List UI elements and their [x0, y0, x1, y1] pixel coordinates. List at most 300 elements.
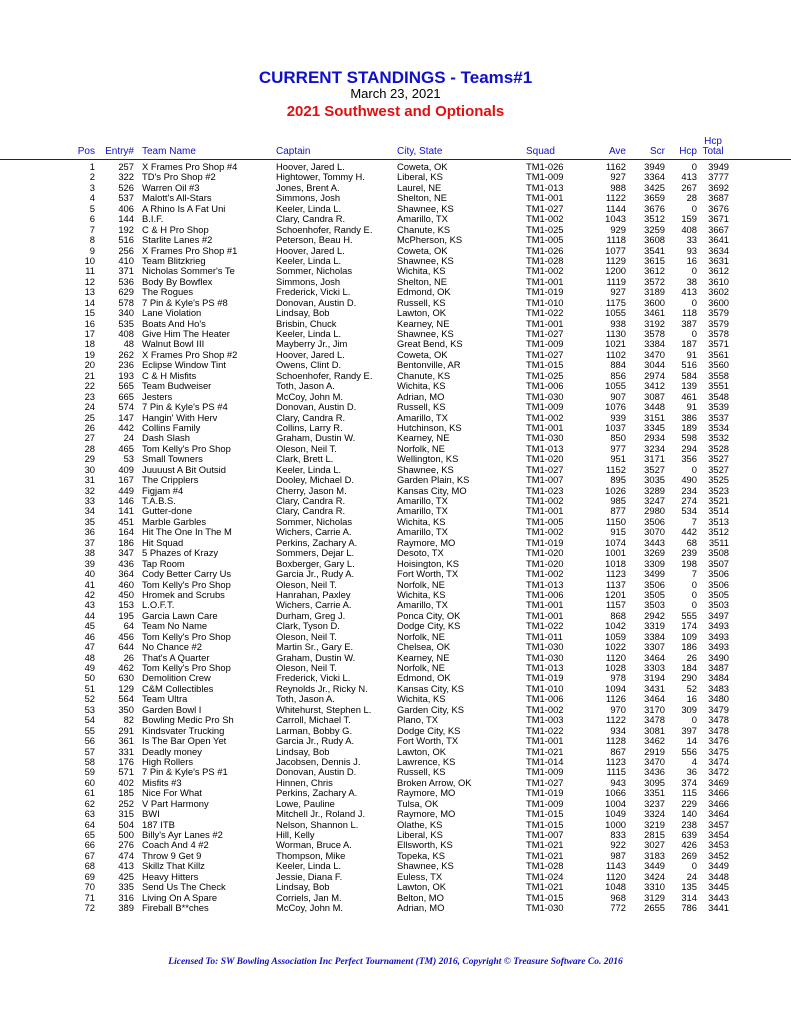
- scr-cell: 3324: [644, 808, 665, 820]
- city-state-cell: Amarillo, TX: [397, 214, 448, 225]
- pos-cell: 55: [84, 724, 95, 736]
- hcp-cell: 26: [686, 651, 697, 663]
- table-row: [0, 705, 791, 715]
- team-name-cell: Give Him The Heater: [142, 329, 230, 339]
- entry-cell: 500: [118, 829, 134, 840]
- squad-cell: TM1-025: [526, 369, 564, 381]
- city-state-cell: Shelton, NE: [397, 276, 448, 287]
- captain-cell: Oleson, Neil T.: [276, 663, 337, 673]
- hcp-cell: 0: [691, 578, 697, 590]
- scr-cell: 3070: [644, 526, 665, 538]
- squad-cell: TM1-001: [526, 505, 564, 517]
- pos-cell: 72: [84, 902, 95, 914]
- city-state-cell: Garden Plain, KS: [397, 475, 470, 486]
- col-hcp-total: [696, 137, 730, 157]
- squad-cell: TM1-009: [526, 338, 564, 350]
- pos-cell: 20: [84, 359, 95, 371]
- captain-cell: Wichers, Carrie A.: [276, 600, 352, 611]
- entry-cell: 460: [118, 578, 134, 590]
- squad-cell: TM1-002: [526, 495, 564, 506]
- hcp-cell: 135: [681, 881, 697, 893]
- pos-cell: 54: [84, 714, 95, 726]
- scr-cell: 3949: [644, 161, 665, 172]
- team-name-cell: Team Blitzkrieg: [142, 255, 206, 266]
- hcp-total-cell: 3503: [708, 599, 729, 611]
- entry-cell: 389: [118, 902, 134, 914]
- captain-cell: Garcia Jr., Rudy A.: [276, 736, 355, 747]
- city-state-cell: Amarillo, TX: [397, 600, 448, 611]
- col-team-name: Team Name: [142, 146, 196, 157]
- scr-cell: 3612: [644, 265, 665, 277]
- pos-cell: 51: [84, 682, 95, 694]
- squad-cell: TM1-009: [526, 797, 564, 809]
- hcp-cell: 413: [681, 171, 697, 183]
- pos-cell: 40: [84, 568, 95, 580]
- hcp-cell: 0: [691, 202, 697, 214]
- ave-cell: 1022: [605, 641, 626, 653]
- scr-cell: 3572: [644, 275, 665, 287]
- hcp-total-cell: 3527: [708, 453, 729, 465]
- captain-cell: Worman, Bruce A.: [276, 840, 352, 851]
- captain-cell: Dooley, Michael D.: [276, 475, 354, 486]
- scr-cell: 3461: [644, 307, 665, 319]
- entry-cell: 26: [123, 651, 134, 663]
- ave-cell: 1066: [605, 787, 626, 799]
- ave-cell: 1120: [605, 651, 626, 663]
- city-state-cell: Ellsworth, KS: [397, 840, 453, 851]
- pos-cell: 33: [84, 495, 95, 506]
- scr-cell: 3436: [644, 766, 665, 778]
- captain-cell: Hoover, Jared L.: [276, 162, 345, 172]
- captain-cell: Donovan, Austin D.: [276, 297, 357, 308]
- pos-cell: 49: [84, 662, 95, 673]
- hcp-cell: 238: [681, 818, 697, 830]
- scr-cell: 3237: [644, 797, 665, 809]
- entry-cell: 129: [118, 682, 134, 694]
- city-state-cell: Lawton, OK: [397, 308, 446, 319]
- squad-cell: TM1-013: [526, 578, 564, 590]
- scr-cell: 3303: [644, 662, 665, 673]
- hcp-cell: 356: [681, 453, 697, 465]
- hcp-cell: 36: [686, 766, 697, 778]
- ave-cell: 927: [610, 286, 626, 298]
- team-name-cell: Gutter-done: [142, 506, 193, 517]
- entry-cell: 193: [118, 369, 134, 381]
- entry-cell: 535: [118, 317, 134, 329]
- ave-cell: 1150: [605, 515, 626, 527]
- city-state-cell: Raymore, MO: [397, 788, 456, 799]
- pos-cell: 39: [84, 557, 95, 569]
- ave-cell: 922: [610, 839, 626, 851]
- table-row: [0, 611, 791, 621]
- squad-cell: TM1-015: [526, 808, 564, 820]
- team-name-cell: Hit The One In The M: [142, 527, 232, 538]
- squad-cell: TM1-027: [526, 463, 564, 475]
- hcp-cell: 490: [681, 474, 697, 486]
- entry-cell: 408: [118, 328, 134, 339]
- team-name-cell: Hangin' With Herv: [142, 412, 218, 423]
- entry-cell: 451: [118, 515, 134, 527]
- city-state-cell: Dodge City, KS: [397, 725, 461, 736]
- captain-cell: Keeler, Linda L.: [276, 861, 342, 872]
- city-state-cell: Coweta, OK: [397, 349, 448, 360]
- hcp-total-cell: 3676: [708, 202, 729, 214]
- hcp-total-cell: 3493: [708, 620, 729, 632]
- team-name-cell: Team No Name: [142, 621, 208, 632]
- squad-cell: TM1-009: [526, 401, 564, 413]
- ave-cell: 1143: [605, 860, 626, 872]
- hcp-cell: 598: [681, 432, 697, 444]
- pos-cell: 68: [84, 860, 95, 872]
- ave-cell: 1123: [605, 755, 626, 767]
- ave-cell: 988: [610, 181, 626, 193]
- hcp-total-cell: 3539: [708, 401, 729, 413]
- ave-cell: 968: [610, 891, 626, 903]
- squad-cell: TM1-001: [526, 735, 564, 747]
- city-state-cell: Wichita, KS: [397, 516, 446, 527]
- ave-cell: 772: [610, 902, 626, 914]
- scr-cell: 3505: [644, 588, 665, 600]
- hcp-total-cell: 3443: [708, 891, 729, 903]
- captain-cell: Sommers, Dejar L.: [276, 548, 355, 559]
- license-footer: Licensed To: SW Bowling Association Inc Perfect Tournament (TM) 2016, Copyright © Treasure Software Co. 2016: [168, 957, 623, 967]
- captain-cell: Nelson, Shannon L.: [276, 819, 359, 830]
- ave-cell: 934: [610, 724, 626, 736]
- ave-cell: 907: [610, 390, 626, 402]
- captain-cell: Hanrahan, Paxley: [276, 589, 351, 600]
- col-ave: Ave: [608, 146, 626, 157]
- captain-cell: Hightower, Tommy H.: [276, 172, 365, 183]
- ave-cell: 1018: [605, 557, 626, 569]
- squad-cell: TM1-020: [526, 557, 564, 569]
- scr-cell: 3578: [644, 328, 665, 339]
- entry-cell: 48: [123, 338, 134, 350]
- captain-cell: Clark, Tyson D.: [276, 621, 340, 632]
- ave-cell: 1152: [605, 463, 626, 475]
- squad-cell: TM1-015: [526, 891, 564, 903]
- pos-cell: 6: [89, 213, 95, 225]
- city-state-cell: Hutchinson, KS: [397, 422, 462, 433]
- hcp-cell: 639: [681, 829, 697, 840]
- squad-cell: TM1-001: [526, 317, 564, 329]
- team-name-cell: Tom Kelly's Pro Shop: [142, 663, 231, 673]
- team-name-cell: 187 ITB: [142, 819, 175, 830]
- table-row: [0, 642, 791, 652]
- city-state-cell: Belton, MO: [397, 892, 444, 903]
- scr-cell: 3600: [644, 296, 665, 308]
- squad-cell: TM1-002: [526, 568, 564, 580]
- entry-cell: 409: [118, 463, 134, 475]
- hcp-total-cell: 3487: [708, 662, 729, 673]
- hcp-total-cell: 3560: [708, 359, 729, 371]
- hcp-cell: 314: [681, 891, 697, 903]
- city-state-cell: Amarillo, TX: [397, 412, 448, 423]
- squad-cell: TM1-002: [526, 703, 564, 715]
- squad-cell: TM1-002: [526, 265, 564, 277]
- squad-cell: TM1-021: [526, 849, 564, 861]
- pos-cell: 52: [84, 693, 95, 705]
- city-state-cell: Fort Worth, TX: [397, 736, 459, 747]
- ave-cell: 929: [610, 223, 626, 235]
- hcp-cell: 0: [691, 599, 697, 611]
- entry-cell: 516: [118, 234, 134, 246]
- ave-cell: 1102: [605, 348, 626, 360]
- pos-cell: 18: [84, 338, 95, 350]
- hcp-cell: 14: [686, 735, 697, 747]
- table-row: [0, 569, 791, 579]
- captain-cell: Sommer, Nicholas: [276, 516, 353, 527]
- team-name-cell: C&M Collectibles: [142, 683, 214, 694]
- pos-cell: 32: [84, 484, 95, 496]
- entry-cell: 526: [118, 181, 134, 193]
- city-state-cell: Chanute, KS: [397, 224, 451, 235]
- pos-cell: 4: [89, 192, 95, 204]
- hcp-cell: 269: [681, 849, 697, 861]
- squad-cell: TM1-023: [526, 484, 564, 496]
- entry-cell: 147: [118, 411, 134, 423]
- hcp-total-cell: 3634: [708, 244, 729, 256]
- team-name-cell: Eclipse Window Tint: [142, 360, 226, 371]
- city-state-cell: Amarillo, TX: [397, 506, 448, 517]
- ave-cell: 856: [610, 369, 626, 381]
- hcp-total-cell: 3507: [708, 557, 729, 569]
- city-state-cell: Kearney, NE: [397, 652, 450, 663]
- team-name-cell: 7 Pin & Kyle's PS #8: [142, 297, 228, 308]
- ave-cell: 987: [610, 849, 626, 861]
- entry-cell: 436: [118, 557, 134, 569]
- team-name-cell: Demolition Crew: [142, 673, 211, 684]
- team-name-cell: BWI: [142, 809, 160, 820]
- entry-cell: 144: [118, 213, 134, 225]
- table-row: [0, 402, 791, 412]
- ave-cell: 1077: [605, 244, 626, 256]
- city-state-cell: Kearney, NE: [397, 318, 450, 329]
- team-name-cell: No Chance #2: [142, 642, 202, 653]
- pos-cell: 66: [84, 839, 95, 851]
- squad-cell: TM1-010: [526, 296, 564, 308]
- team-name-cell: High Rollers: [142, 756, 194, 767]
- entry-cell: 146: [118, 495, 134, 506]
- captain-cell: Hoover, Jared L.: [276, 245, 345, 256]
- hcp-cell: 38: [686, 275, 697, 287]
- ave-cell: 985: [610, 495, 626, 506]
- city-state-cell: Wichita, KS: [397, 694, 446, 705]
- scr-cell: 3129: [644, 891, 665, 903]
- hcp-cell: 91: [686, 401, 697, 413]
- team-name-cell: Misfits #3: [142, 777, 182, 788]
- entry-cell: 335: [118, 881, 134, 893]
- team-name-cell: Deadly money: [142, 746, 202, 757]
- scr-cell: 3307: [644, 641, 665, 653]
- hcp-cell: 198: [681, 557, 697, 569]
- captain-cell: Martin Sr., Gary E.: [276, 642, 354, 653]
- pos-cell: 31: [84, 474, 95, 486]
- pos-cell: 43: [84, 599, 95, 611]
- scr-cell: 3035: [644, 474, 665, 486]
- entry-cell: 574: [118, 401, 134, 413]
- scr-cell: 3464: [644, 651, 665, 663]
- squad-cell: TM1-009: [526, 766, 564, 778]
- city-state-cell: Plano, TX: [397, 715, 438, 726]
- squad-cell: TM1-022: [526, 620, 564, 632]
- scr-cell: 3170: [644, 703, 665, 715]
- entry-cell: 322: [118, 171, 134, 183]
- ave-cell: 1076: [605, 401, 626, 413]
- hcp-total-cell: 3949: [708, 161, 729, 172]
- hcp-cell: 174: [681, 620, 697, 632]
- team-name-cell: TD's Pro Shop #2: [142, 172, 216, 183]
- squad-cell: TM1-013: [526, 442, 564, 454]
- captain-cell: Reynolds Jr., Ricky N.: [276, 683, 368, 694]
- hcp-total-cell: 3600: [708, 296, 729, 308]
- entry-cell: 186: [118, 536, 134, 548]
- scr-cell: 3503: [644, 599, 665, 611]
- captain-cell: Toth, Jason A.: [276, 694, 335, 705]
- hcp-cell: 184: [681, 662, 697, 673]
- hcp-cell: 274: [681, 495, 697, 506]
- hcp-total-cell: 3506: [708, 568, 729, 580]
- hcp-total-cell: 3478: [708, 714, 729, 726]
- scr-cell: 3289: [644, 484, 665, 496]
- hcp-cell: 555: [681, 609, 697, 621]
- squad-cell: TM1-019: [526, 787, 564, 799]
- squad-cell: TM1-010: [526, 682, 564, 694]
- hcp-cell: 0: [691, 860, 697, 872]
- hcp-cell: 16: [686, 693, 697, 705]
- captain-cell: Peterson, Beau H.: [276, 235, 353, 246]
- hcp-cell: 294: [681, 442, 697, 454]
- team-name-cell: X Frames Pro Shop #2: [142, 349, 238, 360]
- team-name-cell: Bowling Medic Pro Sh: [142, 715, 234, 726]
- ave-cell: 1043: [605, 213, 626, 225]
- hcp-total-cell: 3641: [708, 234, 729, 246]
- hcp-cell: 115: [682, 787, 697, 799]
- table-row: [0, 444, 791, 454]
- hcp-total-cell: 3506: [708, 578, 729, 590]
- hcp-cell: 93: [686, 244, 697, 256]
- scr-cell: 3189: [644, 286, 665, 298]
- scr-cell: 3151: [644, 411, 665, 423]
- hcp-cell: 0: [691, 265, 697, 277]
- captain-cell: Schoenhofer, Randy E.: [276, 370, 373, 381]
- captain-cell: Owens, Clint D.: [276, 360, 342, 371]
- pos-cell: 44: [84, 609, 95, 621]
- pos-cell: 48: [84, 651, 95, 663]
- hcp-total-cell: 3448: [708, 870, 729, 882]
- city-state-cell: Norfolk, NE: [397, 631, 445, 642]
- hcp-cell: 516: [681, 359, 697, 371]
- city-state-cell: Shawnee, KS: [397, 329, 454, 339]
- hcp-total-cell: 3497: [708, 609, 729, 621]
- hcp-cell: 0: [691, 463, 697, 475]
- hcp-total-cell: 3534: [708, 421, 729, 433]
- hcp-cell: 461: [681, 390, 697, 402]
- captain-cell: Brisbin, Chuck: [276, 318, 337, 329]
- hcp-cell: 442: [681, 526, 697, 538]
- scr-cell: 3310: [644, 881, 665, 893]
- scr-cell: 3027: [644, 839, 665, 851]
- squad-cell: TM1-002: [526, 213, 564, 225]
- squad-cell: TM1-030: [526, 651, 564, 663]
- captain-cell: Toth, Jason A.: [276, 381, 335, 392]
- pos-cell: 46: [84, 630, 95, 642]
- captain-cell: Mayberry Jr., Jim: [276, 339, 348, 350]
- scr-cell: 3541: [644, 244, 665, 256]
- hcp-total-cell: 3525: [708, 474, 729, 486]
- table-row: [0, 809, 791, 819]
- hcp-total-cell: 3505: [708, 588, 729, 600]
- team-name-cell: The Cripplers: [142, 475, 199, 486]
- scr-cell: 3470: [644, 755, 665, 767]
- entry-cell: 262: [118, 348, 134, 360]
- hcp-cell: 7: [691, 515, 697, 527]
- team-name-cell: Garden Bowl I: [142, 704, 202, 715]
- ave-cell: 939: [610, 411, 626, 423]
- team-name-cell: Starlite Lanes #2: [142, 235, 213, 246]
- entry-cell: 192: [118, 223, 134, 235]
- team-name-cell: Tap Room: [142, 558, 185, 569]
- team-name-cell: Marble Garbles: [142, 516, 207, 527]
- city-state-cell: Liberal, KS: [397, 172, 443, 183]
- scr-cell: 2942: [644, 609, 665, 621]
- table-row: [0, 903, 791, 913]
- hcp-total-cell: 3490: [708, 651, 729, 663]
- ave-cell: 868: [610, 609, 626, 621]
- hcp-cell: 0: [691, 714, 697, 726]
- pos-cell: 13: [84, 286, 95, 298]
- pos-cell: 69: [84, 870, 95, 882]
- city-state-cell: Norfolk, NE: [397, 579, 445, 590]
- city-state-cell: Shawnee, KS: [397, 203, 454, 214]
- hcp-total-cell: 3528: [708, 442, 729, 454]
- hcp-cell: 7: [691, 568, 697, 580]
- captain-cell: Oleson, Neil T.: [276, 631, 337, 642]
- city-state-cell: Kansas City, KS: [397, 683, 465, 694]
- ave-cell: 927: [610, 171, 626, 183]
- scr-cell: 3194: [644, 672, 665, 684]
- hcp-cell: 387: [681, 317, 697, 329]
- ave-cell: 938: [610, 317, 626, 329]
- scr-cell: 3192: [644, 317, 665, 329]
- scr-cell: 2980: [644, 505, 665, 517]
- hcp-cell: 290: [681, 672, 697, 684]
- ave-cell: 1059: [605, 630, 626, 642]
- ave-cell: 1200: [605, 265, 626, 277]
- city-state-cell: Topeka, KS: [397, 850, 445, 861]
- entry-cell: 406: [118, 202, 134, 214]
- hcp-cell: 118: [682, 307, 697, 319]
- hcp-cell: 0: [691, 161, 697, 172]
- pos-cell: 41: [84, 578, 95, 590]
- team-name-cell: X Frames Pro Shop #1: [142, 245, 238, 256]
- squad-cell: TM1-005: [526, 515, 564, 527]
- page-title: CURRENT STANDINGS - Teams#1: [258, 68, 533, 87]
- hcp-cell: 309: [681, 703, 697, 715]
- captain-cell: Keeler, Linda L.: [276, 464, 342, 475]
- col-hcp-total-top: Hcp: [704, 136, 722, 147]
- hcp-cell: 413: [681, 286, 697, 298]
- hcp-cell: 267: [681, 181, 697, 193]
- scr-cell: 3506: [644, 515, 665, 527]
- hcp-total-cell: 3508: [708, 547, 729, 559]
- ave-cell: 850: [610, 432, 626, 444]
- hcp-total-cell: 3480: [708, 693, 729, 705]
- captain-cell: Boxberger, Gary L.: [276, 558, 355, 569]
- squad-cell: TM1-027: [526, 776, 564, 788]
- entry-cell: 629: [118, 286, 134, 298]
- entry-cell: 315: [118, 808, 134, 820]
- city-state-cell: Lawton, OK: [397, 882, 446, 893]
